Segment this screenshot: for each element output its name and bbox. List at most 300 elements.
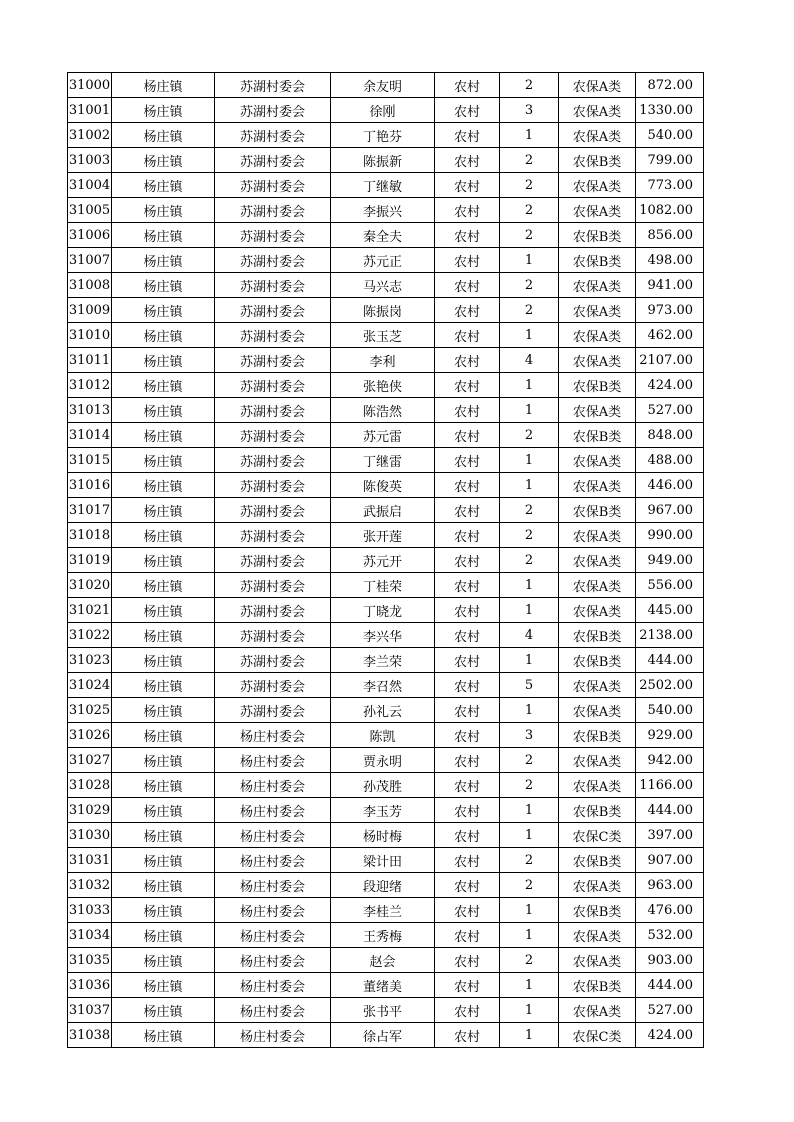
cell-id: 31029 [68,798,112,823]
cell-name: 孙礼云 [331,698,435,723]
cell-name: 陈振新 [331,148,435,173]
cell-committee: 苏湖村委会 [215,623,331,648]
cell-committee: 苏湖村委会 [215,323,331,348]
cell-amount: 799.00 [636,148,704,173]
cell-count: 1 [500,248,559,273]
cell-count: 1 [500,823,559,848]
cell-id: 31036 [68,973,112,998]
cell-count: 2 [500,773,559,798]
cell-amount: 1330.00 [636,98,704,123]
cell-name: 贾永明 [331,748,435,773]
table-row [68,448,704,473]
cell-amount: 556.00 [636,573,704,598]
cell-name: 陈振岗 [331,298,435,323]
cell-name: 丁继雷 [331,448,435,473]
cell-category: 农保B类 [559,898,636,923]
cell-category: 农保A类 [559,598,636,623]
cell-category: 农保A类 [559,473,636,498]
cell-id: 31017 [68,498,112,523]
cell-name: 张艳侠 [331,373,435,398]
cell-count: 3 [500,723,559,748]
cell-count: 2 [500,848,559,873]
table-row [68,823,704,848]
cell-category: 农保B类 [559,798,636,823]
cell-category: 农保A类 [559,398,636,423]
cell-town: 杨庄镇 [112,1023,215,1048]
cell-town: 杨庄镇 [112,698,215,723]
cell-name: 李兴华 [331,623,435,648]
cell-committee: 杨庄村委会 [215,848,331,873]
cell-category: 农保A类 [559,698,636,723]
cell-category: 农保A类 [559,948,636,973]
cell-area: 农村 [435,373,500,398]
cell-amount: 872.00 [636,73,704,98]
cell-amount: 498.00 [636,248,704,273]
cell-category: 农保B类 [559,848,636,873]
cell-committee: 苏湖村委会 [215,548,331,573]
cell-town: 杨庄镇 [112,923,215,948]
cell-area: 农村 [435,148,500,173]
cell-area: 农村 [435,248,500,273]
cell-id: 31014 [68,423,112,448]
table-row [68,923,704,948]
cell-count: 4 [500,623,559,648]
table-row [68,273,704,298]
cell-area: 农村 [435,398,500,423]
cell-committee: 苏湖村委会 [215,673,331,698]
cell-category: 农保A类 [559,573,636,598]
cell-committee: 苏湖村委会 [215,223,331,248]
cell-committee: 苏湖村委会 [215,523,331,548]
cell-amount: 532.00 [636,923,704,948]
cell-town: 杨庄镇 [112,548,215,573]
cell-name: 王秀梅 [331,923,435,948]
cell-town: 杨庄镇 [112,598,215,623]
cell-amount: 476.00 [636,898,704,923]
cell-amount: 942.00 [636,748,704,773]
cell-count: 2 [500,523,559,548]
table-row [68,398,704,423]
table-row [68,698,704,723]
cell-count: 2 [500,273,559,298]
cell-count: 2 [500,148,559,173]
cell-area: 农村 [435,323,500,348]
table-row [68,98,704,123]
cell-count: 1 [500,323,559,348]
cell-name: 李玉芳 [331,798,435,823]
cell-area: 农村 [435,1023,500,1048]
cell-amount: 527.00 [636,398,704,423]
cell-category: 农保A类 [559,273,636,298]
cell-amount: 540.00 [636,123,704,148]
table-row [68,548,704,573]
cell-committee: 苏湖村委会 [215,98,331,123]
cell-area: 农村 [435,573,500,598]
cell-name: 张书平 [331,998,435,1023]
table-row [68,148,704,173]
cell-amount: 973.00 [636,298,704,323]
cell-committee: 杨庄村委会 [215,823,331,848]
cell-town: 杨庄镇 [112,998,215,1023]
table-row [68,623,704,648]
table-row [68,498,704,523]
cell-area: 农村 [435,798,500,823]
cell-name: 张玉芝 [331,323,435,348]
cell-committee: 杨庄村委会 [215,948,331,973]
cell-committee: 杨庄村委会 [215,748,331,773]
cell-count: 2 [500,223,559,248]
cell-count: 1 [500,698,559,723]
cell-name: 武振启 [331,498,435,523]
cell-name: 赵会 [331,948,435,973]
cell-town: 杨庄镇 [112,773,215,798]
cell-id: 31019 [68,548,112,573]
cell-category: 农保B类 [559,648,636,673]
cell-amount: 967.00 [636,498,704,523]
cell-count: 5 [500,673,559,698]
cell-town: 杨庄镇 [112,73,215,98]
cell-category: 农保A类 [559,323,636,348]
cell-amount: 462.00 [636,323,704,348]
cell-id: 31010 [68,323,112,348]
cell-committee: 苏湖村委会 [215,148,331,173]
cell-category: 农保A类 [559,748,636,773]
cell-count: 2 [500,548,559,573]
cell-area: 农村 [435,898,500,923]
cell-id: 31034 [68,923,112,948]
cell-name: 孙茂胜 [331,773,435,798]
cell-area: 农村 [435,923,500,948]
cell-id: 31012 [68,373,112,398]
cell-id: 31037 [68,998,112,1023]
cell-name: 丁晓龙 [331,598,435,623]
cell-town: 杨庄镇 [112,798,215,823]
table-row [68,848,704,873]
cell-area: 农村 [435,873,500,898]
cell-committee: 苏湖村委会 [215,473,331,498]
cell-id: 31020 [68,573,112,598]
cell-area: 农村 [435,98,500,123]
cell-count: 1 [500,1023,559,1048]
cell-amount: 773.00 [636,173,704,198]
cell-town: 杨庄镇 [112,348,215,373]
cell-name: 陈凯 [331,723,435,748]
cell-amount: 2502.00 [636,673,704,698]
cell-category: 农保A类 [559,998,636,1023]
table-row [68,573,704,598]
cell-committee: 苏湖村委会 [215,73,331,98]
cell-town: 杨庄镇 [112,973,215,998]
cell-count: 4 [500,348,559,373]
cell-area: 农村 [435,598,500,623]
cell-count: 1 [500,123,559,148]
cell-town: 杨庄镇 [112,323,215,348]
cell-committee: 苏湖村委会 [215,298,331,323]
cell-area: 农村 [435,723,500,748]
table-row [68,748,704,773]
cell-committee: 杨庄村委会 [215,998,331,1023]
table-row [68,898,704,923]
cell-amount: 444.00 [636,973,704,998]
cell-category: 农保A类 [559,773,636,798]
cell-id: 31000 [68,73,112,98]
cell-area: 农村 [435,223,500,248]
table-row [68,248,704,273]
cell-count: 1 [500,398,559,423]
cell-count: 2 [500,73,559,98]
cell-area: 农村 [435,498,500,523]
cell-committee: 杨庄村委会 [215,1023,331,1048]
cell-category: 农保B类 [559,973,636,998]
cell-count: 3 [500,98,559,123]
cell-category: 农保B类 [559,723,636,748]
cell-committee: 苏湖村委会 [215,373,331,398]
cell-id: 31038 [68,1023,112,1048]
cell-area: 农村 [435,698,500,723]
cell-area: 农村 [435,348,500,373]
cell-town: 杨庄镇 [112,723,215,748]
cell-name: 丁桂荣 [331,573,435,598]
table-row [68,298,704,323]
table-row [68,948,704,973]
cell-count: 1 [500,473,559,498]
cell-amount: 540.00 [636,698,704,723]
table-row [68,173,704,198]
cell-id: 31013 [68,398,112,423]
cell-area: 农村 [435,998,500,1023]
cell-name: 梁计田 [331,848,435,873]
cell-id: 31004 [68,173,112,198]
cell-name: 丁继敏 [331,173,435,198]
cell-committee: 杨庄村委会 [215,798,331,823]
cell-id: 31002 [68,123,112,148]
cell-count: 2 [500,873,559,898]
cell-count: 2 [500,298,559,323]
cell-category: 农保A类 [559,923,636,948]
cell-amount: 444.00 [636,648,704,673]
cell-town: 杨庄镇 [112,298,215,323]
cell-id: 31031 [68,848,112,873]
benefit-table [67,72,704,1048]
cell-count: 2 [500,423,559,448]
table-row [68,473,704,498]
cell-id: 31007 [68,248,112,273]
cell-amount: 949.00 [636,548,704,573]
cell-committee: 苏湖村委会 [215,348,331,373]
cell-name: 余友明 [331,73,435,98]
cell-area: 农村 [435,448,500,473]
cell-committee: 苏湖村委会 [215,498,331,523]
cell-area: 农村 [435,948,500,973]
cell-id: 31024 [68,673,112,698]
cell-count: 1 [500,923,559,948]
table-row [68,373,704,398]
cell-town: 杨庄镇 [112,223,215,248]
cell-name: 秦全夫 [331,223,435,248]
cell-id: 31022 [68,623,112,648]
cell-amount: 963.00 [636,873,704,898]
cell-town: 杨庄镇 [112,373,215,398]
cell-town: 杨庄镇 [112,898,215,923]
cell-amount: 856.00 [636,223,704,248]
cell-town: 杨庄镇 [112,523,215,548]
cell-name: 李利 [331,348,435,373]
cell-name: 杨时梅 [331,823,435,848]
cell-area: 农村 [435,473,500,498]
cell-area: 农村 [435,198,500,223]
cell-committee: 苏湖村委会 [215,648,331,673]
cell-count: 1 [500,598,559,623]
cell-area: 农村 [435,848,500,873]
cell-town: 杨庄镇 [112,573,215,598]
table-row [68,323,704,348]
cell-category: 农保A类 [559,873,636,898]
cell-committee: 杨庄村委会 [215,898,331,923]
cell-name: 苏元开 [331,548,435,573]
cell-area: 农村 [435,273,500,298]
cell-id: 31006 [68,223,112,248]
cell-id: 31001 [68,98,112,123]
cell-amount: 527.00 [636,998,704,1023]
cell-amount: 424.00 [636,1023,704,1048]
cell-area: 农村 [435,623,500,648]
cell-id: 31030 [68,823,112,848]
cell-town: 杨庄镇 [112,648,215,673]
cell-town: 杨庄镇 [112,123,215,148]
cell-category: 农保B类 [559,498,636,523]
cell-committee: 苏湖村委会 [215,598,331,623]
cell-name: 李振兴 [331,198,435,223]
cell-amount: 2138.00 [636,623,704,648]
cell-area: 农村 [435,73,500,98]
cell-category: 农保A类 [559,198,636,223]
table-row [68,123,704,148]
table-row [68,198,704,223]
cell-id: 31008 [68,273,112,298]
cell-id: 31021 [68,598,112,623]
table-row [68,873,704,898]
cell-amount: 488.00 [636,448,704,473]
cell-name: 马兴志 [331,273,435,298]
cell-count: 1 [500,448,559,473]
cell-town: 杨庄镇 [112,173,215,198]
cell-id: 31005 [68,198,112,223]
cell-area: 农村 [435,748,500,773]
cell-area: 农村 [435,298,500,323]
cell-id: 31035 [68,948,112,973]
cell-category: 农保C类 [559,823,636,848]
cell-name: 陈俊英 [331,473,435,498]
cell-town: 杨庄镇 [112,398,215,423]
cell-name: 李桂兰 [331,898,435,923]
cell-town: 杨庄镇 [112,273,215,298]
cell-id: 31016 [68,473,112,498]
cell-id: 31027 [68,748,112,773]
cell-category: 农保A类 [559,123,636,148]
cell-name: 徐刚 [331,98,435,123]
cell-name: 张开莲 [331,523,435,548]
cell-category: 农保A类 [559,523,636,548]
cell-town: 杨庄镇 [112,423,215,448]
cell-town: 杨庄镇 [112,148,215,173]
cell-town: 杨庄镇 [112,448,215,473]
cell-town: 杨庄镇 [112,848,215,873]
cell-count: 1 [500,798,559,823]
cell-id: 31015 [68,448,112,473]
cell-area: 农村 [435,673,500,698]
cell-count: 1 [500,648,559,673]
table-row [68,648,704,673]
cell-amount: 445.00 [636,598,704,623]
cell-category: 农保B类 [559,623,636,648]
cell-committee: 杨庄村委会 [215,923,331,948]
table-row [68,673,704,698]
cell-area: 农村 [435,773,500,798]
cell-amount: 929.00 [636,723,704,748]
cell-amount: 2107.00 [636,348,704,373]
cell-id: 31026 [68,723,112,748]
cell-committee: 苏湖村委会 [215,698,331,723]
cell-town: 杨庄镇 [112,873,215,898]
cell-committee: 苏湖村委会 [215,573,331,598]
cell-committee: 杨庄村委会 [215,723,331,748]
cell-count: 2 [500,173,559,198]
cell-amount: 903.00 [636,948,704,973]
cell-name: 李召然 [331,673,435,698]
cell-area: 农村 [435,123,500,148]
cell-count: 1 [500,973,559,998]
table-row [68,423,704,448]
cell-town: 杨庄镇 [112,748,215,773]
cell-town: 杨庄镇 [112,248,215,273]
cell-town: 杨庄镇 [112,823,215,848]
cell-area: 农村 [435,523,500,548]
cell-committee: 苏湖村委会 [215,248,331,273]
cell-area: 农村 [435,423,500,448]
cell-name: 苏元正 [331,248,435,273]
cell-id: 31003 [68,148,112,173]
cell-amount: 397.00 [636,823,704,848]
cell-name: 丁艳芬 [331,123,435,148]
cell-town: 杨庄镇 [112,498,215,523]
table-body [68,73,704,1048]
cell-category: 农保A类 [559,173,636,198]
cell-area: 农村 [435,973,500,998]
cell-id: 31011 [68,348,112,373]
cell-count: 1 [500,573,559,598]
table-row [68,998,704,1023]
cell-id: 31025 [68,698,112,723]
cell-category: 农保A类 [559,348,636,373]
table-row [68,598,704,623]
cell-category: 农保B类 [559,373,636,398]
cell-amount: 446.00 [636,473,704,498]
cell-committee: 苏湖村委会 [215,448,331,473]
cell-committee: 苏湖村委会 [215,423,331,448]
cell-area: 农村 [435,548,500,573]
cell-category: 农保B类 [559,223,636,248]
cell-amount: 907.00 [636,848,704,873]
cell-category: 农保B类 [559,148,636,173]
cell-town: 杨庄镇 [112,673,215,698]
cell-count: 2 [500,198,559,223]
cell-town: 杨庄镇 [112,473,215,498]
cell-town: 杨庄镇 [112,198,215,223]
cell-category: 农保A类 [559,98,636,123]
cell-category: 农保A类 [559,73,636,98]
cell-amount: 941.00 [636,273,704,298]
cell-name: 徐占军 [331,1023,435,1048]
